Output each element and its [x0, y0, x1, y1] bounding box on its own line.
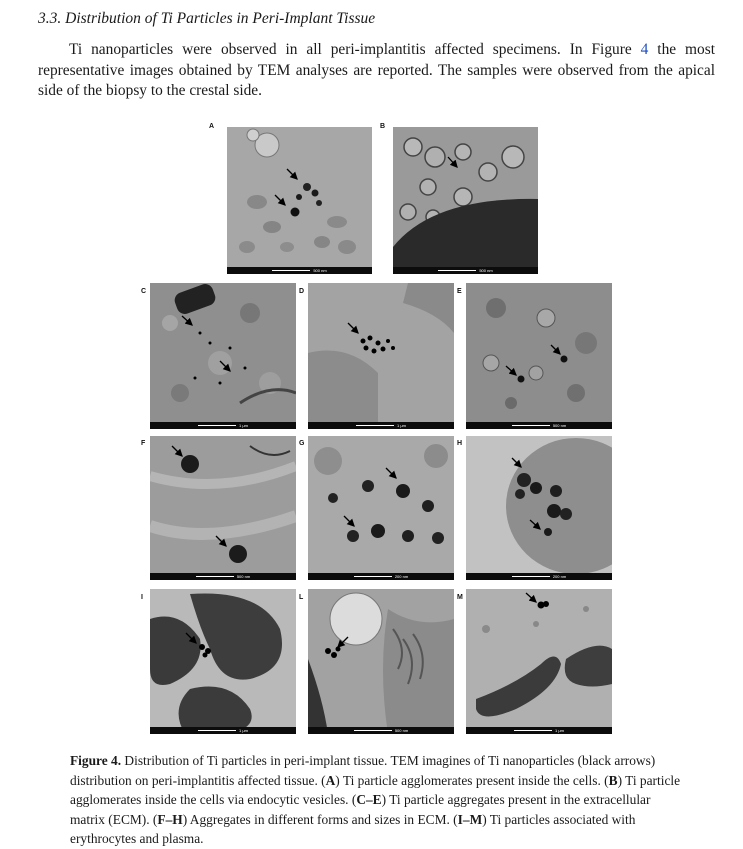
figure-reference-link[interactable]: 4 [640, 41, 649, 58]
scale-bar-l [308, 727, 454, 734]
scale-bar-line-m [514, 730, 552, 731]
scale-bar-label-g: 200 nm [394, 574, 409, 579]
body-paragraph [38, 40, 715, 102]
tem-image-e [466, 283, 612, 429]
panel-label-a: A [209, 123, 215, 130]
panel-label-h: H [457, 440, 463, 447]
scale-bar-label-c: 1 μm [239, 423, 248, 428]
paragraph-text-end: the most representative images obtained by TEM analyses are reported. The samples were observed from the apical side of the biopsy to the crestal side. [38, 41, 715, 99]
tem-panel-i [150, 589, 296, 734]
panel-label-c: C [141, 288, 147, 295]
caption-text-fh: ) Aggregates in different forms and sizes in ECM. ( [182, 811, 458, 827]
panel-label-e: E [457, 288, 462, 295]
tem-image-b [393, 127, 538, 274]
scale-bar-line-d [356, 425, 394, 426]
section-title: Distribution of Ti Particles in Peri-Implant Tissue [65, 10, 376, 27]
scale-bar-line-b [438, 270, 476, 271]
tem-image-a [227, 127, 372, 274]
caption-ref-b: B [608, 772, 618, 788]
scale-bar-line-e [512, 425, 550, 426]
tem-panel-b [393, 127, 538, 274]
caption-text-b: ) Ti particle agglomerates inside the cells via endocytic vesicles. ( [70, 772, 681, 808]
panel-label-b: B [380, 123, 386, 130]
panel-label-i: I [141, 594, 143, 601]
scale-bar-g [308, 573, 454, 580]
caption-ref-a: A [325, 772, 336, 788]
tem-image-g [308, 436, 454, 580]
tem-panel-c [150, 283, 296, 429]
tem-panel-a [227, 127, 372, 274]
panel-label-f: F [141, 440, 146, 447]
scale-bar-label-i: 1 μm [239, 728, 248, 733]
caption-text-ce: ) Ti particle aggregates present in the extracellular matrix (ECM). ( [70, 792, 651, 827]
scale-bar-line-i [198, 730, 236, 731]
tem-panel-d [308, 283, 454, 429]
panel-label-l: L [299, 594, 304, 601]
tem-panel-e [466, 283, 612, 429]
scale-bar-label-d: 1 μm [397, 423, 406, 428]
panel-label-d: D [299, 288, 305, 295]
scale-bar-f [150, 573, 296, 580]
scale-bar-line-g [354, 576, 392, 577]
scale-bar-label-m: 1 μm [555, 728, 564, 733]
scale-bar-line-c [198, 425, 236, 426]
scale-bar-b [393, 267, 538, 274]
panel-label-g: G [299, 440, 305, 447]
section-heading [38, 10, 375, 28]
scale-bar-label-a: 500 nm [313, 268, 327, 273]
tem-panel-g [308, 436, 454, 580]
tem-image-m [466, 589, 612, 734]
tem-panel-f [150, 436, 296, 580]
scale-bar-label-e: 500 nm [552, 423, 567, 428]
caption-text-im: ) Ti particles associated with erythrocytes and plasma. [70, 811, 636, 847]
section-number: 3.3. [38, 10, 62, 27]
scale-bar-label-b: 500 nm [479, 268, 493, 273]
paragraph-text-start: Ti nanoparticles were observed in all peri-implantitis affected specimens. In Figure [69, 41, 641, 58]
tem-image-c [150, 283, 296, 429]
figure-caption [70, 751, 686, 849]
scale-bar-line-h [512, 576, 550, 577]
scale-bar-label-l: 500 nm [394, 728, 409, 733]
caption-ref-fh: F–H [157, 811, 183, 827]
tem-image-d [308, 283, 454, 429]
scale-bar-h [466, 573, 612, 580]
scale-bar-line-l [354, 730, 392, 731]
scale-bar-a [227, 267, 372, 274]
tem-panel-m [466, 589, 612, 734]
tem-panel-l [308, 589, 454, 734]
tem-image-f [150, 436, 296, 580]
caption-intro: Distribution of Ti particles in peri-implant tissue. TEM imagines of Ti nanoparticles (black arrows) distribution on peri-implantitis affected tissue. ( [70, 753, 656, 788]
tem-panel-h [466, 436, 612, 580]
caption-text-a: ) Ti particle agglomerates present inside the cells. ( [335, 772, 609, 788]
tem-image-i [150, 589, 296, 734]
caption-ref-im: I–M [457, 811, 483, 827]
scale-bar-i [150, 727, 296, 734]
scale-bar-c [150, 422, 296, 429]
scale-bar-line-a [272, 270, 310, 271]
caption-ref-ce: C–E [356, 792, 382, 808]
scale-bar-line-f [196, 576, 234, 577]
scale-bar-m [466, 727, 612, 734]
panel-label-m: M [457, 594, 463, 601]
scale-bar-label-f: 500 nm [236, 574, 251, 579]
tem-image-l [308, 589, 454, 734]
scale-bar-d [308, 422, 454, 429]
tem-image-h [466, 436, 612, 580]
scale-bar-e [466, 422, 612, 429]
scale-bar-label-h: 200 nm [552, 574, 567, 579]
caption-label: Figure 4. [70, 753, 122, 768]
